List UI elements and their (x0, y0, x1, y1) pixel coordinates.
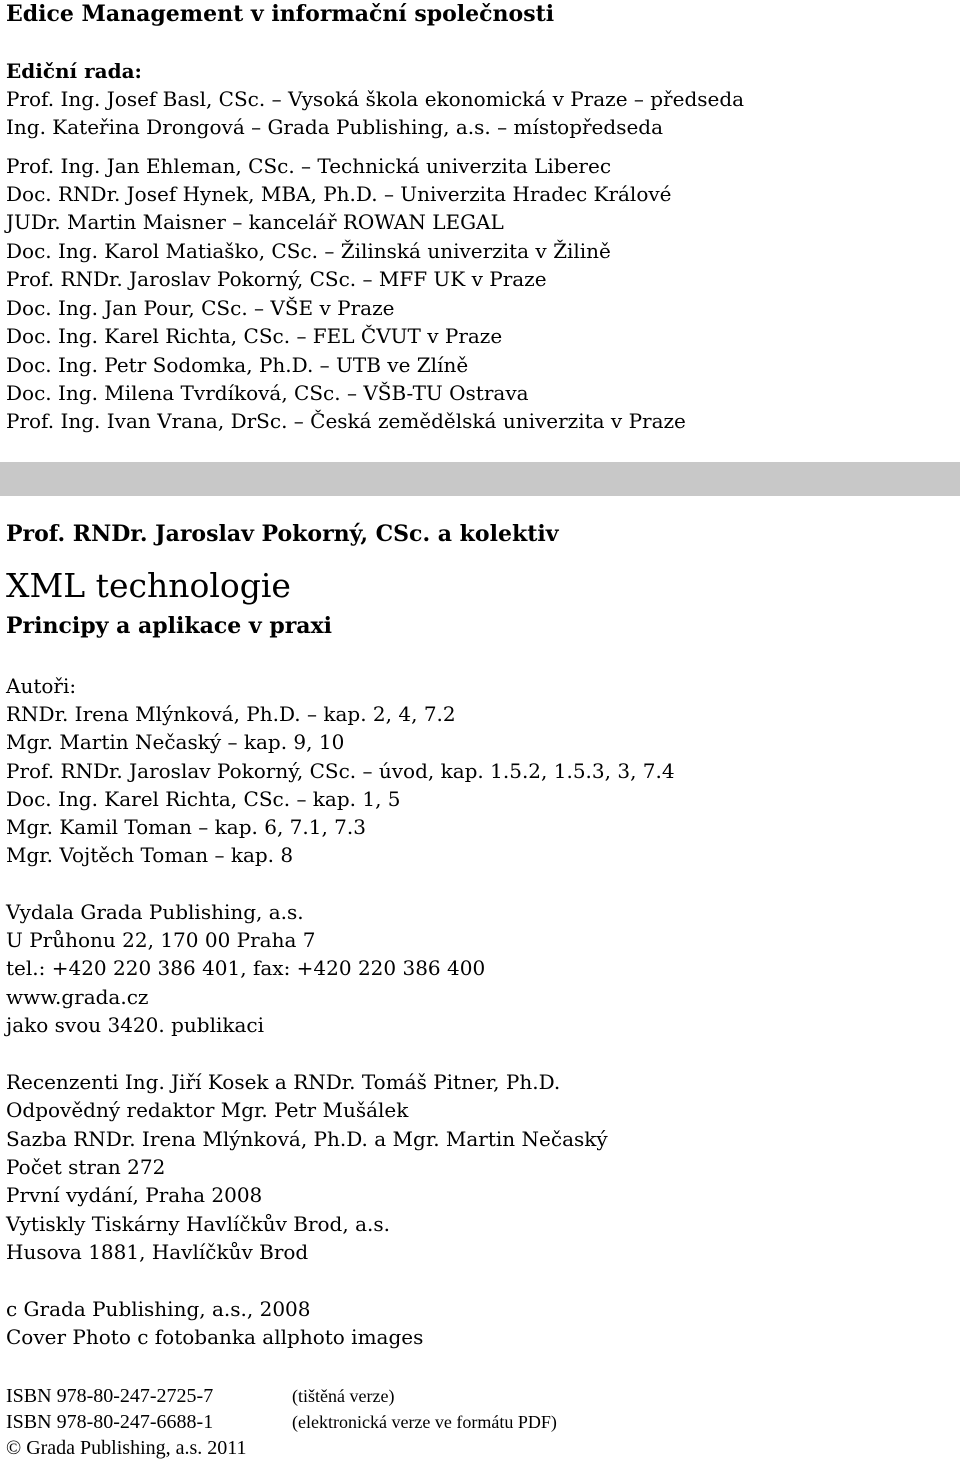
author-line: Mgr. Martin Nečaský – kap. 9, 10 (6, 730, 345, 754)
author-line: Prof. RNDr. Jaroslav Pokorný, CSc. – úvod, kap. 1.5.2, 1.5.3, 3, 7.4 (6, 759, 675, 783)
board-member: Prof. Ing. Ivan Vrana, DrSc. – Česká zemědělská univerzita v Praze (6, 409, 686, 433)
book-title: XML technologie (6, 566, 291, 605)
board-member: Doc. RNDr. Josef Hynek, MBA, Ph.D. – Univerzita Hradec Králové (6, 182, 672, 206)
author-line: Doc. Ing. Karel Richta, CSc. – kap. 1, 5 (6, 787, 401, 811)
publisher-line: jako svou 3420. publikaci (6, 1013, 265, 1037)
credit-line: Sazba RNDr. Irena Mlýnková, Ph.D. a Mgr. Martin Nečaský (6, 1127, 608, 1151)
board-member: Prof. RNDr. Jaroslav Pokorný, CSc. – MFF UK v Praze (6, 267, 547, 291)
author-line: Mgr. Vojtěch Toman – kap. 8 (6, 843, 294, 867)
final-copyright: © Grada Publishing, a.s. 2011 (6, 1437, 247, 1459)
credit-line: Vytiskly Tiskárny Havlíčkův Brod, a.s. (6, 1212, 390, 1236)
book-author-line: Prof. RNDr. Jaroslav Pokorný, CSc. a kolektiv (6, 521, 559, 547)
board-member: Doc. Ing. Jan Pour, CSc. – VŠE v Praze (6, 296, 395, 320)
credit-line: Husova 1881, Havlíčkův Brod (6, 1240, 309, 1264)
authors-heading: Autoři: (6, 674, 77, 698)
publisher-line: www.grada.cz (6, 985, 149, 1009)
board-member: Doc. Ing. Karol Matiaško, CSc. – Žilinská univerzita v Žilině (6, 239, 611, 263)
board-member: JUDr. Martin Maisner – kancelář ROWAN LEGAL (6, 210, 504, 234)
credit-line: Odpovědný redaktor Mgr. Petr Mušálek (6, 1098, 409, 1122)
publisher-line: tel.: +420 220 386 401, fax: +420 220 386 400 (6, 956, 486, 980)
credit-line: Počet stran 272 (6, 1155, 166, 1179)
isbn-print-note: (tištěná verze) (292, 1386, 395, 1406)
isbn-pdf-note: (elektronická verze ve formátu PDF) (292, 1412, 557, 1432)
isbn-pdf: ISBN 978-80-247-6688-1 (6, 1411, 214, 1433)
isbn-print: ISBN 978-80-247-2725-7 (6, 1385, 214, 1407)
board-member: Doc. Ing. Petr Sodomka, Ph.D. – UTB ve Zlíně (6, 353, 469, 377)
board-member: Ing. Kateřina Drongová – Grada Publishing, a.s. – místopředseda (6, 115, 664, 139)
credit-line: První vydání, Praha 2008 (6, 1183, 263, 1207)
publisher-line: U Průhonu 22, 170 00 Praha 7 (6, 928, 316, 952)
board-member: Doc. Ing. Milena Tvrdíková, CSc. – VŠB-TU Ostrava (6, 381, 529, 405)
book-subtitle: Principy a aplikace v praxi (6, 613, 333, 639)
copyright-line: c Grada Publishing, a.s., 2008 (6, 1297, 311, 1321)
board-heading: Ediční rada: (6, 59, 142, 83)
board-member: Prof. Ing. Josef Basl, CSc. – Vysoká škola ekonomická v Praze – předseda (6, 87, 745, 111)
series-title: Edice Management v informační společnosti (6, 1, 555, 27)
divider-bar (0, 462, 960, 496)
author-line: RNDr. Irena Mlýnková, Ph.D. – kap. 2, 4, 7.2 (6, 702, 456, 726)
credit-line: Recenzenti Ing. Jiří Kosek a RNDr. Tomáš Pitner, Ph.D. (6, 1070, 561, 1094)
copyright-line: Cover Photo c fotobanka allphoto images (6, 1325, 424, 1349)
author-line: Mgr. Kamil Toman – kap. 6, 7.1, 7.3 (6, 815, 366, 839)
board-member: Doc. Ing. Karel Richta, CSc. – FEL ČVUT v Praze (6, 324, 503, 348)
publisher-line: Vydala Grada Publishing, a.s. (6, 900, 304, 924)
board-member: Prof. Ing. Jan Ehleman, CSc. – Technická univerzita Liberec (6, 154, 612, 178)
